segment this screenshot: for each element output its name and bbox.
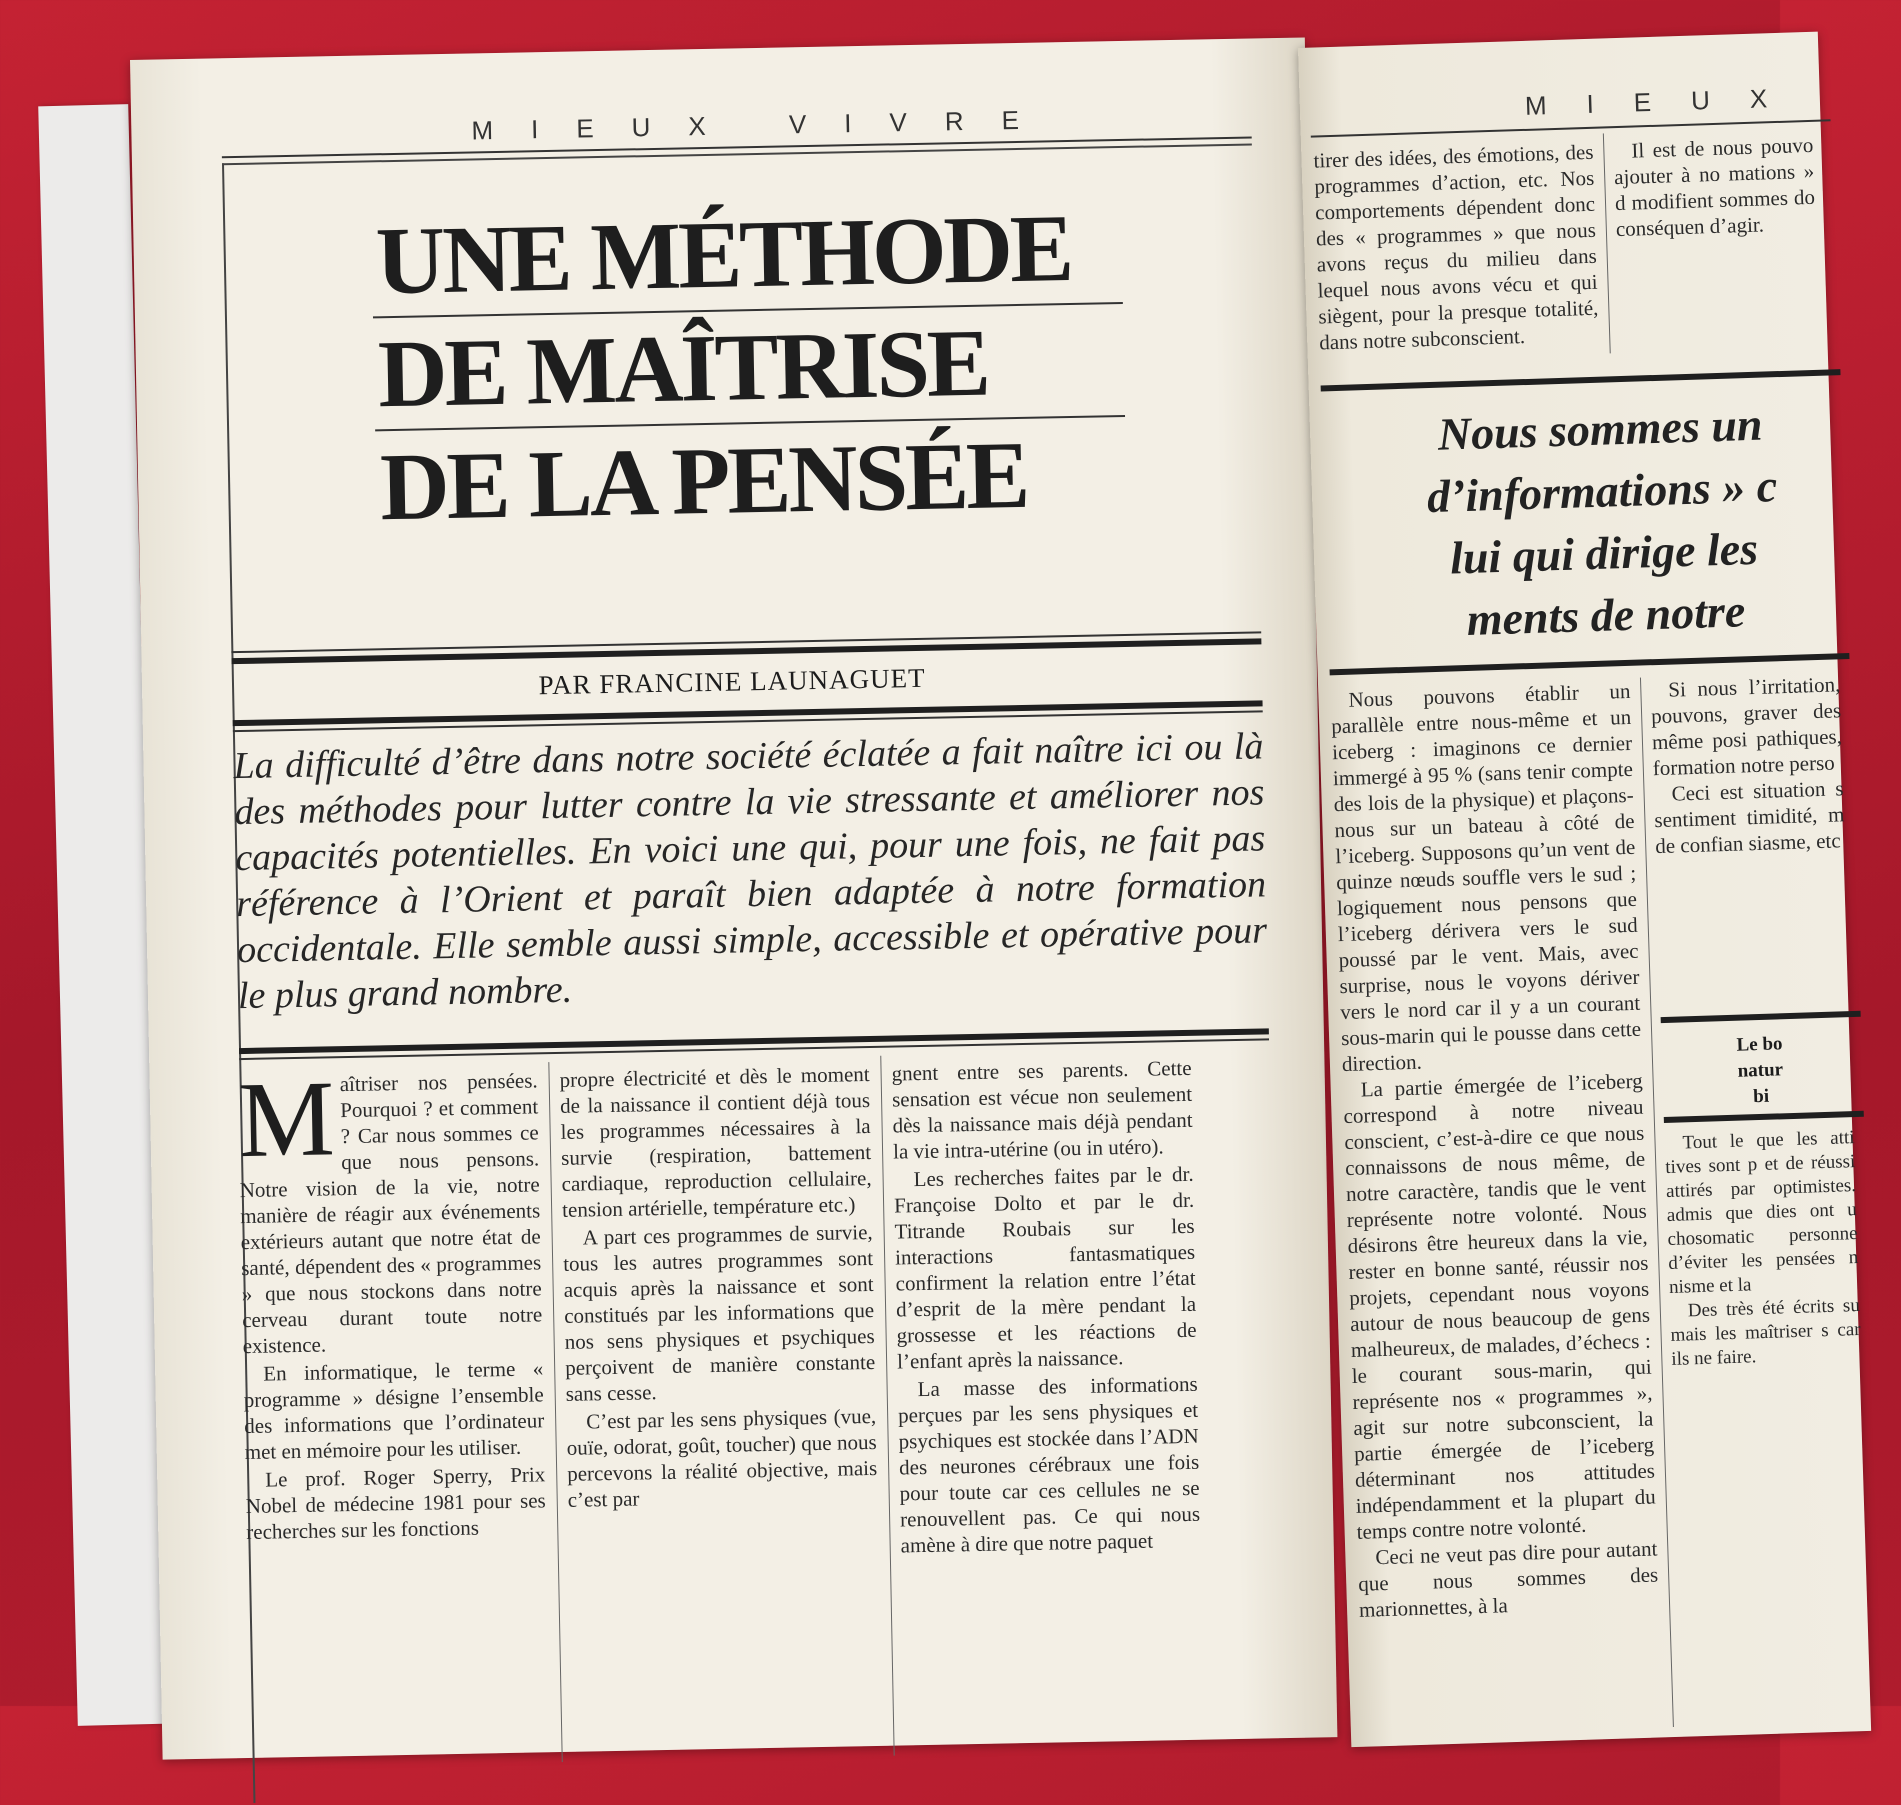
boxed-quote bbox=[1669, 1029, 1851, 1113]
body-column-2 bbox=[1650, 671, 1850, 997]
box-rule-top bbox=[1661, 1011, 1861, 1023]
paragraph: Ceci ne veut pas dire pour autant que nous sommes des marionnettes, à la bbox=[1357, 1536, 1659, 1622]
paragraph: Tout le que les atti tives sont p et de réussi attirés par optimistes. admis que dies ont u chosomatic personne d’éviter les pensées n nisme et la bbox=[1665, 1127, 1859, 1298]
pull-quote-rule-bottom bbox=[1330, 653, 1850, 675]
pull-quote-rule-top bbox=[1321, 369, 1841, 391]
title-line-3: DE LA PENSÉE bbox=[379, 420, 1029, 541]
top-column-2 bbox=[1613, 132, 1820, 358]
left-page bbox=[130, 37, 1337, 1759]
paragraph: C’est par les sens physiques (vue, ouïe, odorat, goût, toucher) que nous percevons la réalité objective, mais c’est par bbox=[566, 1403, 878, 1512]
paragraph: tirer des idées, des émotions, des programmes d’action, etc. Nos comportements dépendent donc des « programmes » que nous avons reçus du milieu dans lequel nous avons vécu et qui siègent, pour la presque totalité, dans notre subconscient. bbox=[1313, 139, 1599, 355]
byline: PAR FRANCINE LAUNAGUET bbox=[538, 662, 926, 701]
paragraph: Si nous l’irritation, pouvons, graver des même posi pathiques, formation notre perso bbox=[1650, 672, 1843, 781]
drop-cap: M bbox=[237, 1059, 336, 1181]
paragraph: Il est de nous pouvo ajouter à no mations » d modifient sommes do conséquen d’agir. bbox=[1613, 132, 1816, 242]
body-column-3 bbox=[891, 1055, 1201, 1561]
paragraph: propre électricité et dès le moment de la naissance il contient déjà tous les programmes nécessaires à la survie (respiration, battement cardiaque, reproduction cellulaire, tension artérielle, température etc.) bbox=[559, 1061, 872, 1222]
body-column-2-lower bbox=[1664, 1126, 1873, 1732]
pull-quote-line: lui qui dirige les bbox=[1449, 522, 1759, 584]
paragraph: Ceci est situation s sentiment timidité, m de confian siasme, etc bbox=[1654, 776, 1845, 859]
paragraph: En informatique, le terme « programme » désigne l’ensemble des informations que l’ordinateur met en mémoire pour les utiliser. bbox=[243, 1356, 545, 1465]
article-title bbox=[371, 191, 1127, 542]
paragraph: A part ces programmes de survie, tous les autres programmes sont acquis après la naissance et sont constitués par les informations que nos sens physiques et psychiques perçoivent de manière constante sans cesse. bbox=[562, 1219, 876, 1406]
boxed-quote-line: bi bbox=[1752, 1085, 1770, 1108]
pull-quote bbox=[1339, 391, 1867, 655]
box-rule-bottom bbox=[1664, 1111, 1864, 1123]
paragraph: gnent entre ses parents. Cette sensation est vécue non seulement dès la naissance mais déjà pendant la vie intra-utérine (ou in utéro). bbox=[891, 1055, 1193, 1164]
column-divider bbox=[1603, 133, 1611, 353]
paragraph: La partie émergée de l’iceberg correspond à notre niveau conscient, c’est-à-dire ce que nous connaissons de nous même, de notre caractère, tandis que le vent représente notre volonté. Nous désirons être heureux dans la vie, rester en bonne santé, réussir nos projets, cependant nous voyons autour de nous beaucoup de gens malheureux, de malades, d’échecs : le courant sous-marin, qui représente nos « programmes », agit sur notre subconscient, la partie émergée de l’iceberg déterminant nos attitudes indépendamment et la plupart du temps contre notre volonté. bbox=[1343, 1068, 1657, 1544]
paragraph: Le prof. Roger Sperry, Prix Nobel de médecine 1981 pour ses recherches sur les fonctions bbox=[245, 1462, 546, 1545]
running-head: MIEUX VIVRE bbox=[471, 104, 1058, 146]
top-column-1 bbox=[1313, 139, 1600, 368]
paragraph: Les recherches faites par le dr. Françoise Dolto et par le dr. Titrande Roubais sur les interactions fantasmatiques confirment la relation entre l’état d’esprit de la mère pendant la grossesse et les réactions de l’enfant après la naissance. bbox=[893, 1161, 1197, 1374]
article-lede: La difficulté d’être dans notre société éclatée a fait naître ici ou là des méthodes pour lutter contre la vie stressante et améliorer nos capacités potentielles. En voici une qui, pour une fois, ne fait pas référence à l’Orient et paraît bien adaptée à notre formation occidentale. Elle semble aussi simple, accessible et opérative pour le plus grand nombre. bbox=[233, 725, 1268, 1018]
body-column-1 bbox=[237, 1059, 546, 1547]
boxed-quote-line: Le bo bbox=[1736, 1033, 1783, 1056]
body-column-1 bbox=[1330, 678, 1663, 1737]
paragraph: La masse des informations perçues par les sens physiques et psychiques est stockée dans l’ADN des neurones cérébraux une fois pour toute car ces cellules ne se renouvellent pas. Ce qui nous amène à dire que notre paquet bbox=[897, 1371, 1201, 1558]
paragraph: Des très été écrits su mais les maîtriser s car ils ne faire. bbox=[1670, 1294, 1861, 1370]
title-line-2: DE MAÎTRISE bbox=[373, 304, 1125, 431]
title-line-1: UNE MÉTHODE bbox=[371, 191, 1123, 318]
pull-quote-line: ments de notre bbox=[1465, 585, 1746, 645]
boxed-quote-line: natur bbox=[1737, 1059, 1784, 1082]
pull-quote-line: d’informations » c bbox=[1426, 460, 1778, 523]
pull-quote-line: Nous sommes un bbox=[1437, 398, 1764, 460]
running-head: MIEUX bbox=[1524, 82, 1808, 121]
paragraph: aîtriser nos pensées. Pourquoi ? et comment ? Car nous sommes ce que nous pensons. Notre vision de la vie, notre manière de réagir aux événements extérieurs autant que notre état de santé, dépendent des « programmes » que nous stockons dans notre cerveau durant toute notre existence. bbox=[239, 1068, 543, 1359]
paragraph: Nous pouvons établir un parallèle entre nous-même et un iceberg : imaginons ce dernier immergé à 95 % (sans tenir compte des lois de la physique) et plaçons-nous sur un bateau à côté de l’iceberg. Supposons qu’un vent de quinze nœuds souffle vers le sud ; logiquement nous pensons que l’iceberg dérivera vers le sud poussé par le vent. Mais, avec surprise, nous le voyons dériver vers le nord car il y a un courant sous-marin qui le pousse dans cette direction. bbox=[1330, 678, 1642, 1077]
body-column-2 bbox=[559, 1061, 878, 1515]
right-page bbox=[1298, 32, 1871, 1747]
